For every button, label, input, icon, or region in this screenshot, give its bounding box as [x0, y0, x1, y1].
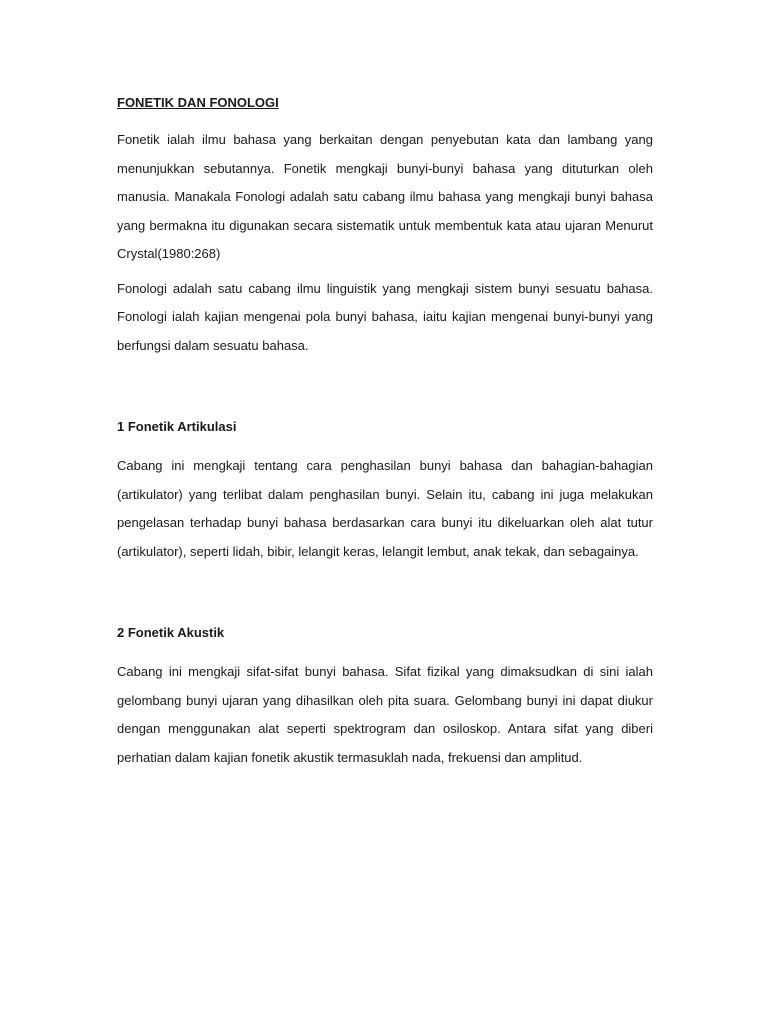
document-body [117, 94, 653, 772]
document-title: FONETIK DAN FONOLOGI [117, 95, 279, 110]
section-paragraph-fonetik-akustik: Cabang ini mengkaji sifat-sifat bunyi bahasa. Sifat fizikal yang dimaksudkan di sini ialah gelombang bunyi ujaran yang dihasilkan oleh pita suara. Gelombang bunyi ini dapat diukur dengan menggunakan alat seperti spektrogram dan osiloskop. Antara sifat yang diberi perhatian dalam kajian fonetik akustik termasuklah nada, frekuensi dan amplitud. [117, 664, 653, 765]
intro-paragraph-1: Fonetik ialah ilmu bahasa yang berkaitan dengan penyebutan kata dan lambang yang menunjukkan sebutannya. Fonetik mengkaji bunyi-bunyi bahasa yang dituturkan oleh manusia. Manakala Fonologi adalah satu cabang ilmu bahasa yang mengkaji bunyi bahasa yang bermakna itu digunakan secara sistematik untuk membentuk kata atau ujaran Menurut Crystal(1980:268) [117, 132, 653, 261]
intro-paragraph-2: Fonologi adalah satu cabang ilmu linguistik yang mengkaji sistem bunyi sesuatu bahasa. Fonologi ialah kajian mengenai pola bunyi bahasa, iaitu kajian mengenai bunyi-bunyi yang berfungsi dalam sesuatu bahasa. [117, 280, 653, 353]
section-heading-fonetik-artikulasi: 1 Fonetik Artikulasi [117, 419, 237, 434]
section-paragraph-fonetik-artikulasi: Cabang ini mengkaji tentang cara penghasilan bunyi bahasa dan bahagian-bahagian (artikulator) yang terlibat dalam penghasilan bunyi. Selain itu, cabang ini juga melakukan pengelasan terhadap bunyi bahasa berdasarkan cara bunyi itu dikeluarkan oleh alat tutur (artikulator), seperti lidah, bibir, lelangit keras, lelangit lembut, anak tekak, dan sebagainya. [117, 458, 653, 559]
section-heading-fonetik-akustik: 2 Fonetik Akustik [117, 625, 225, 640]
